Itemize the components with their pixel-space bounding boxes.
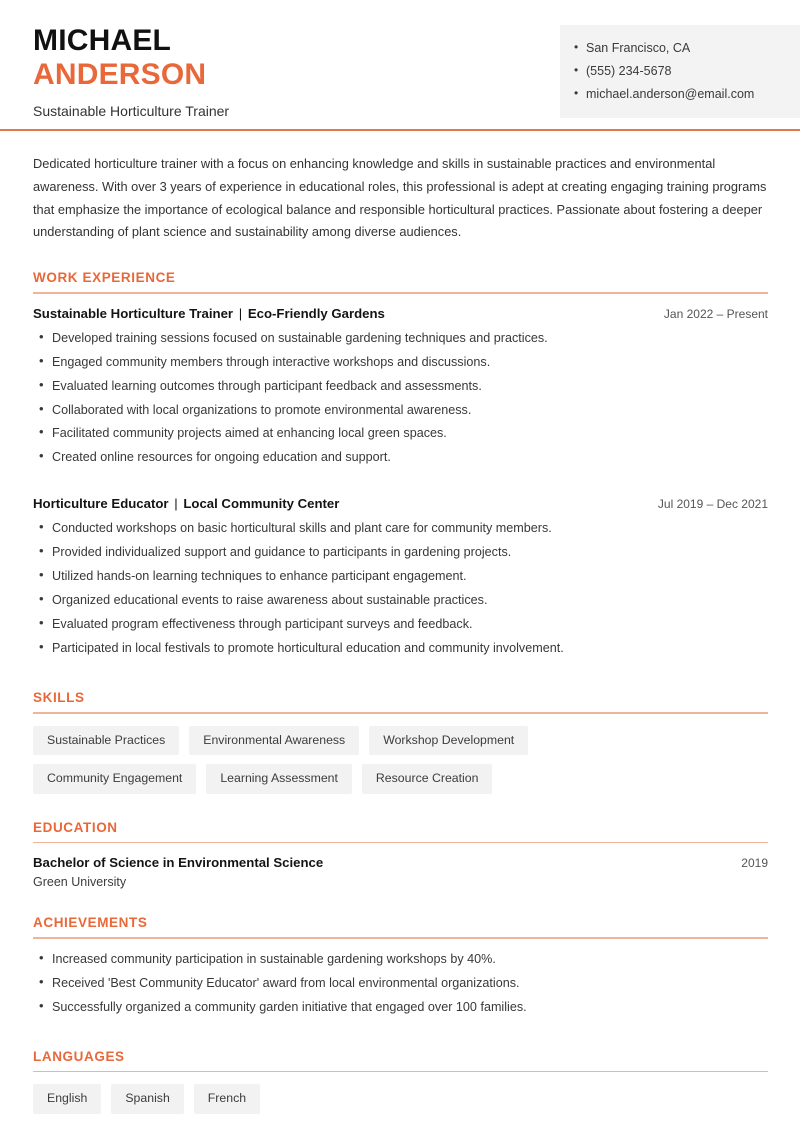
section-title-languages: LANGUAGES xyxy=(33,1048,125,1064)
education-entry xyxy=(33,855,768,889)
list-item: • Utilized hands-on learning techniques to enhance participant engagement. xyxy=(33,568,768,592)
section-divider xyxy=(33,292,768,294)
resume-body xyxy=(0,131,800,1114)
language-tag: English xyxy=(33,1084,101,1114)
list-item: • Evaluated learning outcomes through participant feedback and assessments. xyxy=(33,378,768,402)
experience-entry xyxy=(33,306,768,474)
languages-tag-list xyxy=(33,1084,433,1114)
experience-company: Local Community Center xyxy=(183,496,340,512)
education-school: Green University xyxy=(33,875,127,890)
role-company-separator: | xyxy=(170,496,182,512)
list-item: • Received 'Best Community Educator' award from local environmental organizations. xyxy=(33,975,768,999)
section-title-skills: SKILLS xyxy=(33,690,85,706)
list-item: • Provided individualized support and guidance to participants in gardening projects. xyxy=(33,544,768,568)
achievements-list xyxy=(33,951,768,1023)
skill-tag: Learning Assessment xyxy=(206,764,352,794)
section-divider xyxy=(33,937,768,939)
education-degree: Bachelor of Science in Environmental Science xyxy=(33,855,324,871)
contact-info-box xyxy=(560,25,800,118)
list-item: • Collaborated with local organizations to promote environmental awareness. xyxy=(33,402,768,426)
skill-tag: Resource Creation xyxy=(362,764,493,794)
skill-tag: Community Engagement xyxy=(33,764,196,794)
skill-tag: Workshop Development xyxy=(369,726,528,756)
section-achievements xyxy=(33,915,768,1022)
list-item: • Organized educational events to raise awareness about sustainable practices. xyxy=(33,592,768,616)
identity-block xyxy=(0,24,229,119)
skill-tag: Environmental Awareness xyxy=(189,726,359,756)
experience-dates: Jul 2019 – Dec 2021 xyxy=(657,497,768,512)
experience-entry xyxy=(33,496,768,664)
list-item: • Increased community participation in sustainable gardening workshops by 40%. xyxy=(33,951,768,975)
section-title-work-experience: WORK EXPERIENCE xyxy=(33,270,176,286)
list-item: • Engaged community members through interactive workshops and discussions. xyxy=(33,354,768,378)
headline-job-title: Sustainable Horticulture Trainer xyxy=(33,102,230,119)
contact-email: • michael.anderson@email.com xyxy=(570,83,786,106)
section-skills xyxy=(33,690,768,794)
list-item: • Conducted workshops on basic horticultural skills and plant care for community members. xyxy=(33,520,768,544)
experience-bullets xyxy=(33,330,768,474)
experience-bullets xyxy=(33,520,768,664)
section-divider xyxy=(33,842,768,844)
experience-company: Eco-Friendly Gardens xyxy=(247,305,385,321)
list-item: • Participated in local festivals to promote horticultural education and community involvement. xyxy=(33,640,768,664)
last-name: ANDERSON xyxy=(33,57,207,91)
section-divider xyxy=(33,712,768,714)
professional-summary: Dedicated horticulture trainer with a focus on enhancing knowledge and skills in sustainable practices and environmental awareness. With over 3 years of experience in educational roles, this professional is adept at creating engaging training programs that emphasize the importance of ecological balance and responsible horticultural practices. Passionate about fostering a deeper understanding of plant science and sustainability among diverse audiences. xyxy=(33,156,767,240)
header-divider xyxy=(0,129,800,131)
section-education xyxy=(33,820,768,890)
experience-dates: Jan 2022 – Present xyxy=(663,306,768,321)
first-name: MICHAEL xyxy=(33,24,172,57)
list-item: • Created online resources for ongoing education and support. xyxy=(33,449,768,473)
experience-role: Sustainable Horticulture Trainer xyxy=(33,305,234,321)
list-item: • Evaluated program effectiveness through participant surveys and feedback. xyxy=(33,616,768,640)
education-year: 2019 xyxy=(741,856,768,871)
resume-header xyxy=(0,0,800,131)
role-company-separator: | xyxy=(235,305,246,321)
skill-tag: Sustainable Practices xyxy=(33,726,179,756)
contact-location: • San Francisco, CA xyxy=(570,37,786,60)
skills-tag-list xyxy=(33,726,673,794)
language-tag: Spanish xyxy=(111,1084,183,1114)
section-languages xyxy=(33,1049,768,1114)
list-item: • Successfully organized a community garden initiative that engaged over 100 families. xyxy=(33,999,768,1023)
section-divider xyxy=(33,1071,768,1073)
list-item: • Developed training sessions focused on sustainable gardening techniques and practices. xyxy=(33,330,768,354)
experience-role-company xyxy=(33,306,385,321)
experience-role-company xyxy=(33,496,339,511)
language-tag: French xyxy=(194,1084,260,1114)
section-work-experience xyxy=(33,270,768,664)
full-name xyxy=(33,24,229,92)
contact-phone: • (555) 234-5678 xyxy=(570,60,786,83)
list-item: • Facilitated community projects aimed at enhancing local green spaces. xyxy=(33,425,768,449)
contact-list xyxy=(570,37,786,106)
experience-role: Horticulture Educator xyxy=(33,496,169,512)
section-title-education: EDUCATION xyxy=(33,819,118,835)
section-title-achievements: ACHIEVEMENTS xyxy=(33,915,148,931)
